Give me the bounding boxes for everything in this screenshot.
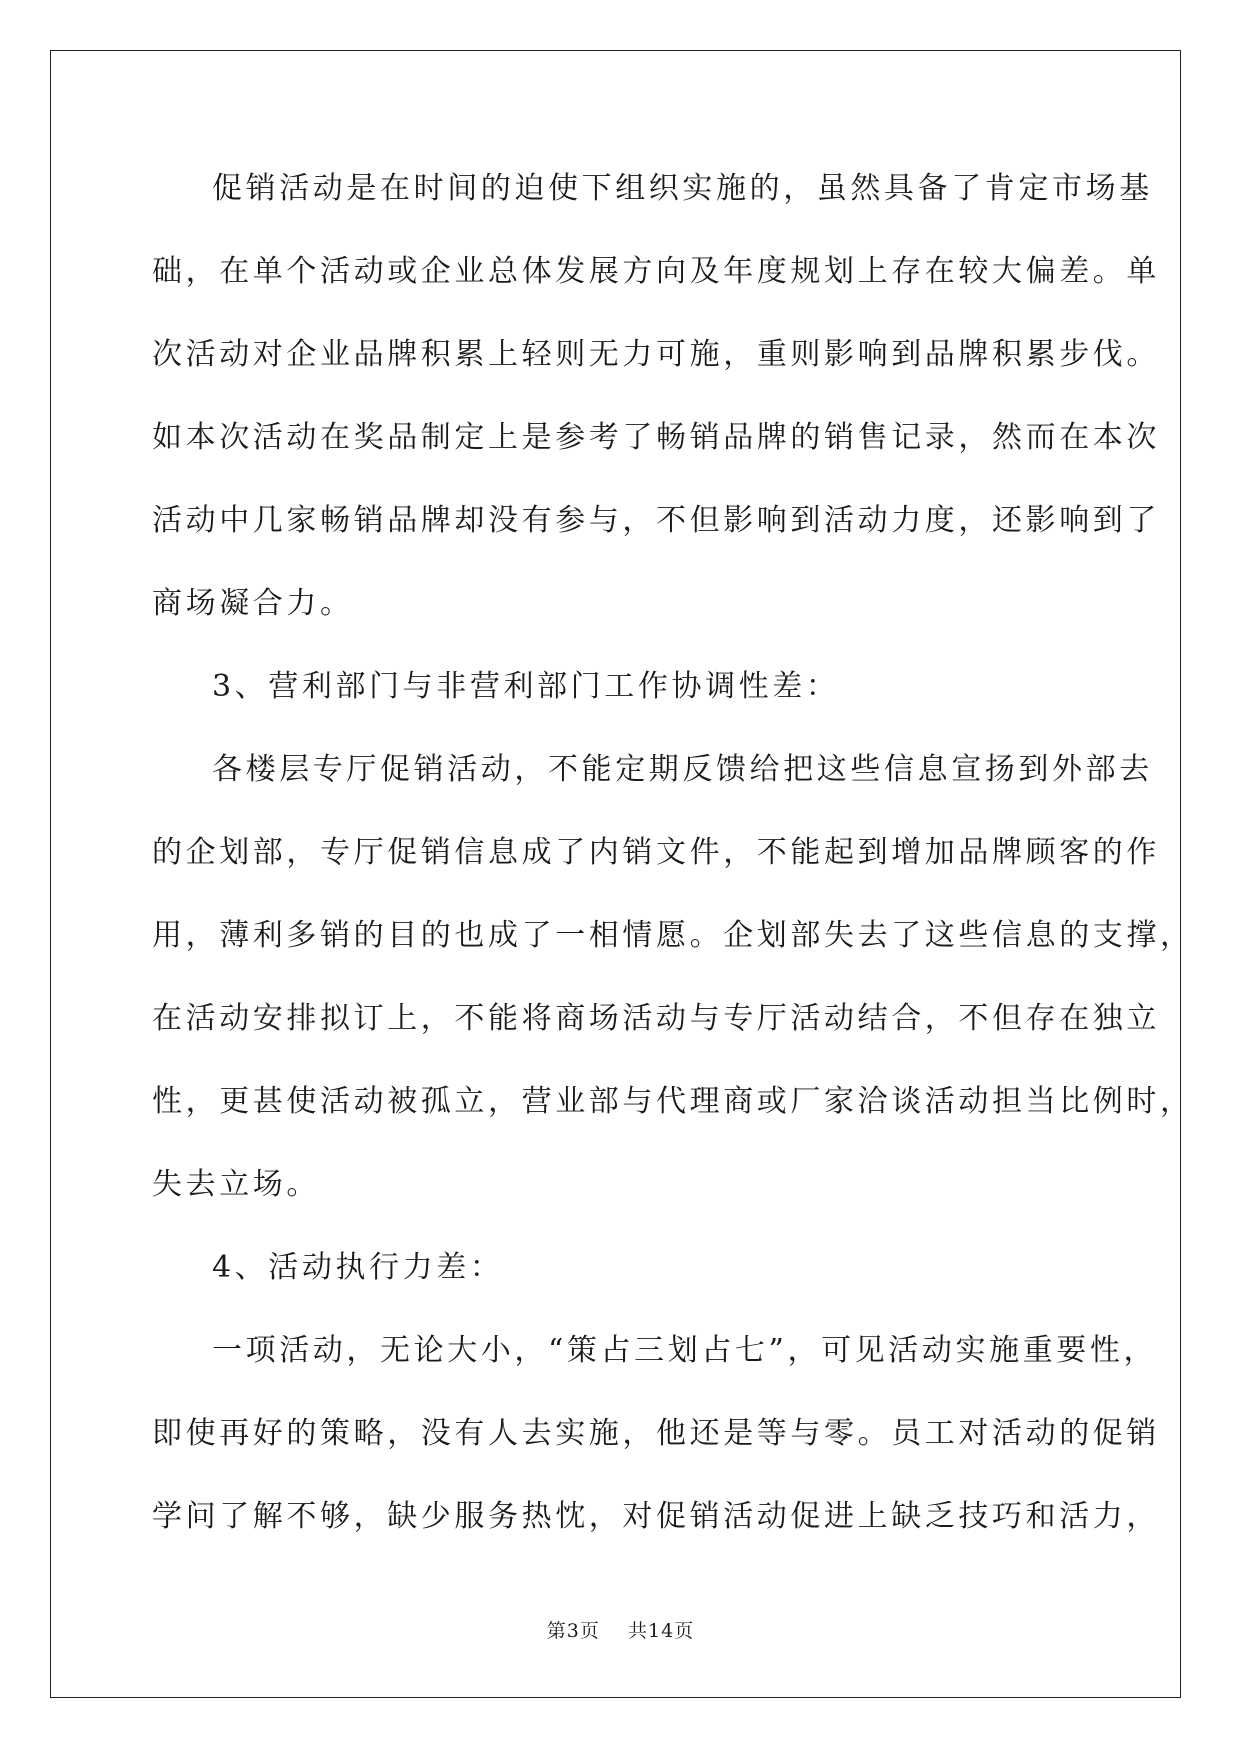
text-line: 即使再好的策略，没有人去实施，他还是等与零。员工对活动的促销 — [152, 1416, 1160, 1451]
text-line: 商场凝合力。 — [152, 586, 354, 621]
text-line: 次活动对企业品牌积累上轻则无力可施，重则影响到品牌积累步伐。 — [152, 337, 1160, 372]
document-body — [152, 160, 1194, 1571]
section-heading: 3、营利部门与非营利部门工作协调性差： — [212, 669, 840, 704]
text-line: 促销活动是在时间的迫使下组织实施的，虽然具备了肯定市场基 — [212, 171, 1153, 206]
text-line: 失去立场。 — [152, 1167, 320, 1202]
text-line: 各楼层专厅促销活动，不能定期反馈给把这些信息宣扬到外部去 — [212, 752, 1153, 787]
text-line: 学问了解不够，缺少服务热忱，对促销活动促进上缺乏技巧和活力， — [152, 1499, 1160, 1534]
text-line: 的企划部，专厅促销信息成了内销文件，不能起到增加品牌顾客的作 — [152, 835, 1160, 870]
text-line: 如本次活动在奖品制定上是参考了畅销品牌的销售记录，然而在本次 — [152, 420, 1160, 455]
text-line: 础，在单个活动或企业总体发展方向及年度规划上存在较大偏差。单 — [152, 254, 1160, 289]
text-line: 在活动安排拟订上，不能将商场活动与专厅活动结合，不但存在独立 — [152, 1001, 1160, 1036]
page-footer: 第3页 共14页 — [546, 1620, 695, 1642]
text-line: 用，薄利多销的目的也成了一相情愿。企划部失去了这些信息的支撑， — [152, 918, 1194, 953]
text-line: 活动中几家畅销品牌却没有参与，不但影响到活动力度，还影响到了 — [152, 503, 1160, 538]
section-heading: 4、活动执行力差： — [212, 1250, 504, 1285]
text-line: 一项活动，无论大小，“策占三划占七”，可见活动实施重要性， — [212, 1333, 1158, 1368]
text-line: 性，更甚使活动被孤立，营业部与代理商或厂家洽谈活动担当比例时， — [152, 1084, 1194, 1119]
